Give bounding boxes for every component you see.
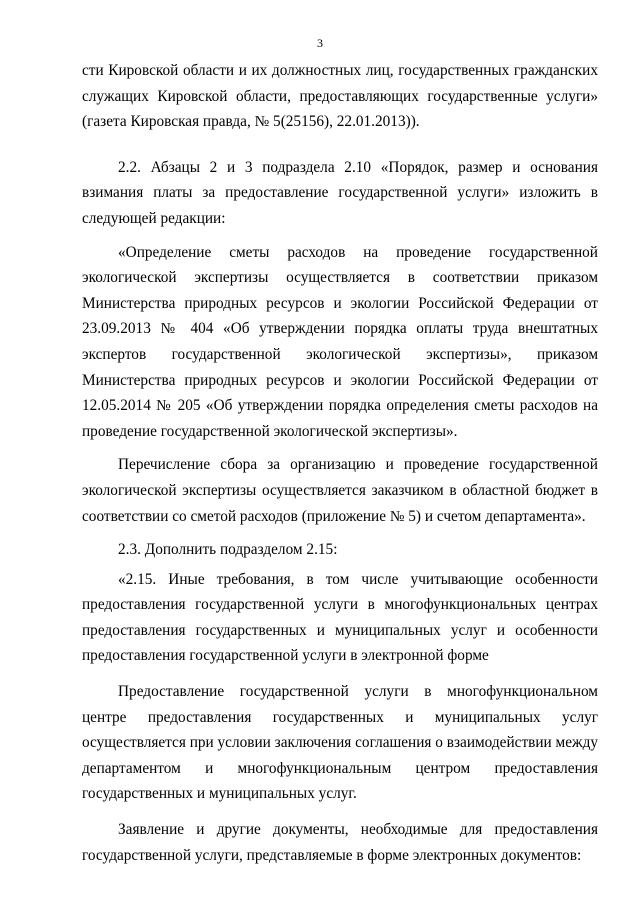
paragraph-2-15: «2.15. Иные требования, в том числе учитывающие особенности предоставления государственной услуги в многофункциональных центрах предоставления государственных и муниципальных услуг и особенности предоставления государственной услуги в электронной форме xyxy=(82,570,598,665)
paragraph-quote-smeta: «Определение сметы расходов на проведение государственной экологической экспертизы осуществляется в соответствии приказом Министерства природных ресурсов и экологии Российской Федерации от 23.09.2013 № 404 «Об утверждении порядка оплаты труда внештатных экспертов государственной экологической экспертизы», приказом Министерства природных ресурсов и экологии Российской Федерации от 12.05.2014 № 205 «Об утверждении порядка определения сметы расходов на проведение государственной экологической экспертизы». xyxy=(82,243,598,440)
document-body xyxy=(82,58,598,868)
paragraph-2-3: 2.3. Дополнить подразделом 2.15: xyxy=(118,541,338,559)
paragraph-mfc: Предоставление государственной услуги в многофункциональном центре предоставления государственных и муниципальных услуг осуществляется при условии заключения соглашения о взаимодействии между департаментом и многофункциональным центром предоставления государственных и муниципальных услуг. xyxy=(82,683,599,803)
paragraph-electronic-docs: Заявление и другие документы, необходимые для предоставления государственной услуги, представляемые в форме электронных документов: xyxy=(82,821,598,864)
page-number: 3 xyxy=(317,36,323,50)
paragraph-2-2: 2.2. Абзацы 2 и 3 подраздела 2.10 «Порядок, размер и основания взимания платы за предоставление государственной услуги» изложить в следующей редакции: xyxy=(82,158,598,227)
paragraph-payment: Перечисление сбора за организацию и проведение государственной экологической экспертизы осуществляется заказчиком в областной бюджет в соответствии со сметой расходов (приложение № 5) и счетом департамента». xyxy=(82,456,598,525)
paragraph-continuation: сти Кировской области и их должностных лиц, государственных гражданских служащих Кировской области, предоставляющих государственные услуги» (газета Кировская правда, № 5(25156), 22.01.2013)). xyxy=(82,62,598,131)
